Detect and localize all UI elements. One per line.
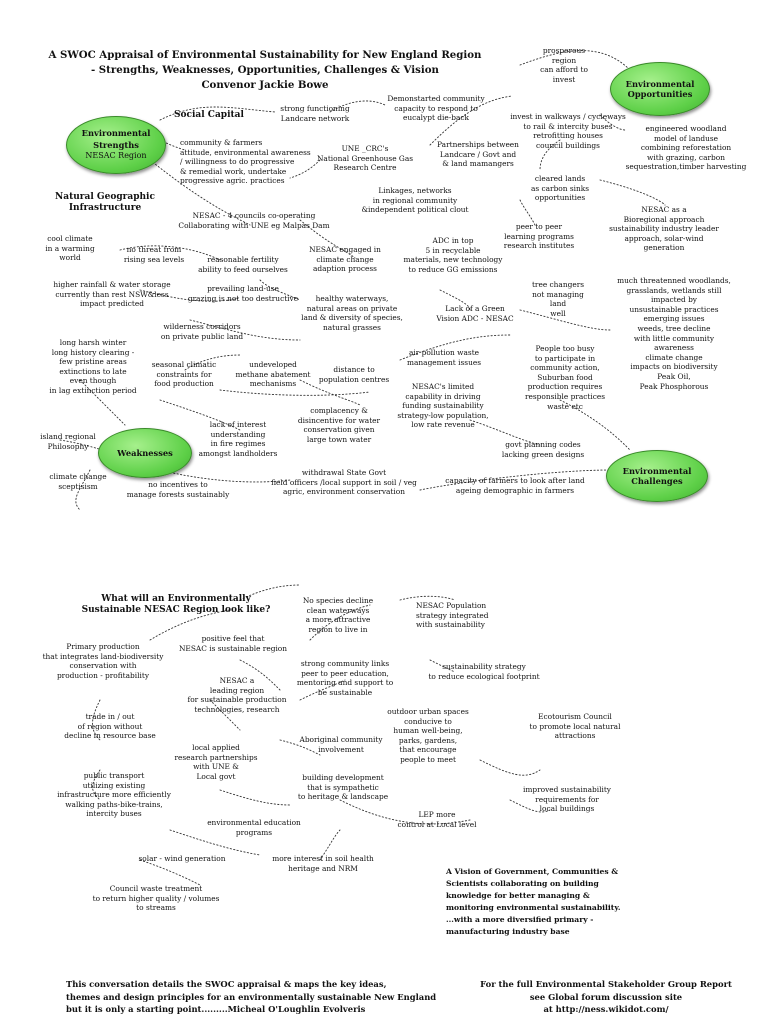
map-title <box>40 48 490 93</box>
item-cleared-lands: cleared lands as carbon sinks opportunities <box>530 174 590 203</box>
item-lack-green: Lack of a Green Vision ADC - NESAC <box>436 304 514 323</box>
vision-no-species: No species decline clean waterways a more attractive region to live in <box>302 596 374 634</box>
strengths-subtitle: NESAC Region <box>85 151 147 161</box>
weaknesses-title: Weaknesses <box>117 447 173 458</box>
vision-positive-feel: positive feel that NESAC is sustainable region <box>178 634 288 653</box>
vision-sustainability-strategy: sustainability strategy to reduce ecological footprint <box>428 662 540 681</box>
item-nesac-limited: NESAC's limited capability in driving funding sustainability strategy-low population, low rate revenue <box>397 382 489 430</box>
vision-heading: What will an Environmentally Sustainable NESAC Region look like? <box>81 594 271 615</box>
vision-nesac-leading: NESAC a leading region for sustainable production technologies, research <box>187 676 287 714</box>
item-lack-interest: lack of interest understanding in fire regimes amongst landholders <box>198 420 278 458</box>
item-seasonal: seasonal climatic constraints for food production <box>151 360 217 389</box>
heading-natural-geographic: Natural Geographic Infrastructure <box>55 192 155 213</box>
item-partnerships: Partnerships between Landcare / Govt and & land mamangers <box>437 140 519 169</box>
weaknesses-node <box>98 428 192 478</box>
vision-lep: LEP more control at Local level <box>397 810 477 829</box>
item-no-threat: no threat from rising sea levels <box>123 245 185 264</box>
item-une-crc: UNE _CRC's National Greenhouse Gas Research Centre <box>316 144 414 173</box>
vision-primary-production: Primary production that integrates land-biodiversity conservation with production - profitability <box>42 642 164 680</box>
item-wilderness: wilderness corridors on private public land <box>160 322 244 341</box>
item-climate-scepticism: climate change sceptisism <box>49 472 107 491</box>
strengths-node <box>66 116 166 174</box>
vision-solar-wind: solar - wind generation <box>138 854 226 863</box>
heading-social-capital: Social Capital <box>174 110 244 120</box>
item-prosperous: prosperous region can afford to invest <box>540 46 588 84</box>
item-prevailing-land: prevailing land-use grazing is not too destructive <box>187 284 299 303</box>
item-invest-walkways: invest in walkways / cycleways to rail & intercity buses retrofitting houses council buildings <box>510 112 626 150</box>
opportunities-title: Environmental Opportunities <box>625 78 695 99</box>
item-reasonable-fertility: reasonable fertility ability to feed ourselves <box>198 255 288 274</box>
item-linkages: Linkages, networks in regional community &independent political clout <box>361 186 469 215</box>
item-higher-rainfall: higher rainfall & water storage currently than rest NSW&less impact predicted <box>53 280 171 309</box>
title-line-1: A SWOC Appraisal of Environmental Sustainability for New England Region <box>48 49 482 61</box>
challenges-title: Environmental Challenges <box>622 465 692 486</box>
item-peer-to-peer: peer to peer learning programs research institutes <box>503 222 575 251</box>
vision-env-education: environmental education programs <box>207 818 301 837</box>
strengths-title: Environmental Strengths <box>81 128 151 150</box>
vision-nesac-population: NESAC Population strategy integrated with sustainability <box>416 601 489 630</box>
item-nesac-councils: NESAC - 4 councils co-operating Collaborating with UNE eg Malpas Dam <box>178 211 330 230</box>
item-complacency: complacency & disincentive for water conservation given large town water <box>297 406 381 444</box>
item-govt-planning: govt planning codes lacking green designs <box>501 440 585 459</box>
footer-right: For the full Environmental Stakeholder Group Report see Global forum discussion site at http://ness.wikidot.com/ <box>480 979 732 1014</box>
vision-improved: improved sustainability requirements for local buildings <box>523 785 611 814</box>
vision-council-waste: Council waste treatment to return higher quality / volumes to streams <box>92 884 220 913</box>
item-withdrawal: withdrawal State Govt field officers /local support in soil / veg agric, environment conservation <box>271 468 417 497</box>
vision-statement: A Vision of Government, Communities & Scientists collaborating on building knowledge for better managing & monitoring environmental sustainability. ...with a more diversified primary - manufacturing industry base <box>446 867 621 936</box>
item-nesac-engaged: NESAC engaged in climate change adaption process <box>309 245 381 274</box>
opportunities-node <box>610 62 710 116</box>
title-line-3: Convenor Jackie Bowe <box>201 79 329 91</box>
vision-strong-community: strong community links peer to peer education, mentoring and support to be sustainable <box>296 659 394 697</box>
vision-aboriginal: Aboriginal community involvement <box>299 735 383 754</box>
item-capacity-farmers: capacity of farmers to look after land ageing demographic in farmers <box>445 476 585 495</box>
item-demonstrated: Demonstarted community capacity to respond to eucalypt die-back <box>387 94 485 123</box>
title-line-2: - Strengths, Weaknesses, Opportunities, Challenges & Vision <box>91 64 439 76</box>
item-tree-changers: tree changers not managing land well <box>531 280 585 318</box>
challenges-node <box>606 450 708 502</box>
item-nesac-bio: NESAC as a Bioregional approach sustainability industry leader approach, solar-wind generation <box>609 205 719 253</box>
vision-building-dev: building development that is sympathetic to heritage & landscape <box>297 773 389 802</box>
vision-outdoor-spaces: outdoor urban spaces conducive to human well-being, parks, gardens, that encourage people to meet <box>387 707 469 764</box>
vision-local-applied: local applied research partnerships with UNE & Local govt <box>174 743 258 781</box>
vision-public-transport: public transport utilizing existing infrastructure more efficiently walking paths-bike-trains, intercity buses <box>57 771 171 819</box>
vision-trade: trade in / out of region without decline in resource base <box>64 712 156 741</box>
item-cool-climate: cool climate in a warming world <box>45 234 95 263</box>
item-strong-functioning: strong functioning Landcare network <box>280 104 350 123</box>
footer-left: This conversation details the SWOC appraisal & maps the key ideas, themes and design principles for an environmentally sustainable New England but it is only a starting point.........Micheal O'Loughlin Evolveris <box>66 979 437 1014</box>
item-much-threatened: much threatenned woodlands, grasslands, wetlands still impacted by unsustainable practices emerging issues weeds, tree decline with little community awareness climate change impacts on biodiversity Peak Oil, Peak Phosphorous <box>617 276 731 391</box>
vision-more-interest: more interest in soil health heritage and NRM <box>272 854 374 873</box>
item-engineered: engineered woodland model of landuse combining reforestation with grazing, carbon sequestration,timber harvesting <box>625 124 747 172</box>
vision-ecotourism: Ecotourism Council to promote local natural attractions <box>529 712 621 741</box>
item-healthy-waterways: healthy waterways, natural areas on private land & diversity of species, natural grasses <box>301 294 403 332</box>
item-community-farmers: community & farmers attitude, environmental awareness / willingness to do progressive & remedial work, undertake progressive agric. practices <box>180 138 311 186</box>
item-adc-top: ADC in top 5 in recyclable materials, new technology to reduce GG emissions <box>403 236 503 274</box>
item-undeveloped: undeveloped methane abatement mechanisms <box>235 360 311 389</box>
item-long-harsh: long harsh winter long history clearing - few pristine areas extinctions to late even though in lag extinction period <box>49 338 137 395</box>
item-air-pollution: air pollution waste management issues <box>406 348 482 367</box>
item-people-busy: People too busy to participate in community action, Suburban food production requires responsible practices waste etc <box>524 344 606 411</box>
item-island: island regional Philosophy <box>40 432 96 451</box>
item-no-incentives: no incentives to manage forests sustainably <box>126 480 230 499</box>
item-distance: distance to population centres <box>318 365 390 384</box>
